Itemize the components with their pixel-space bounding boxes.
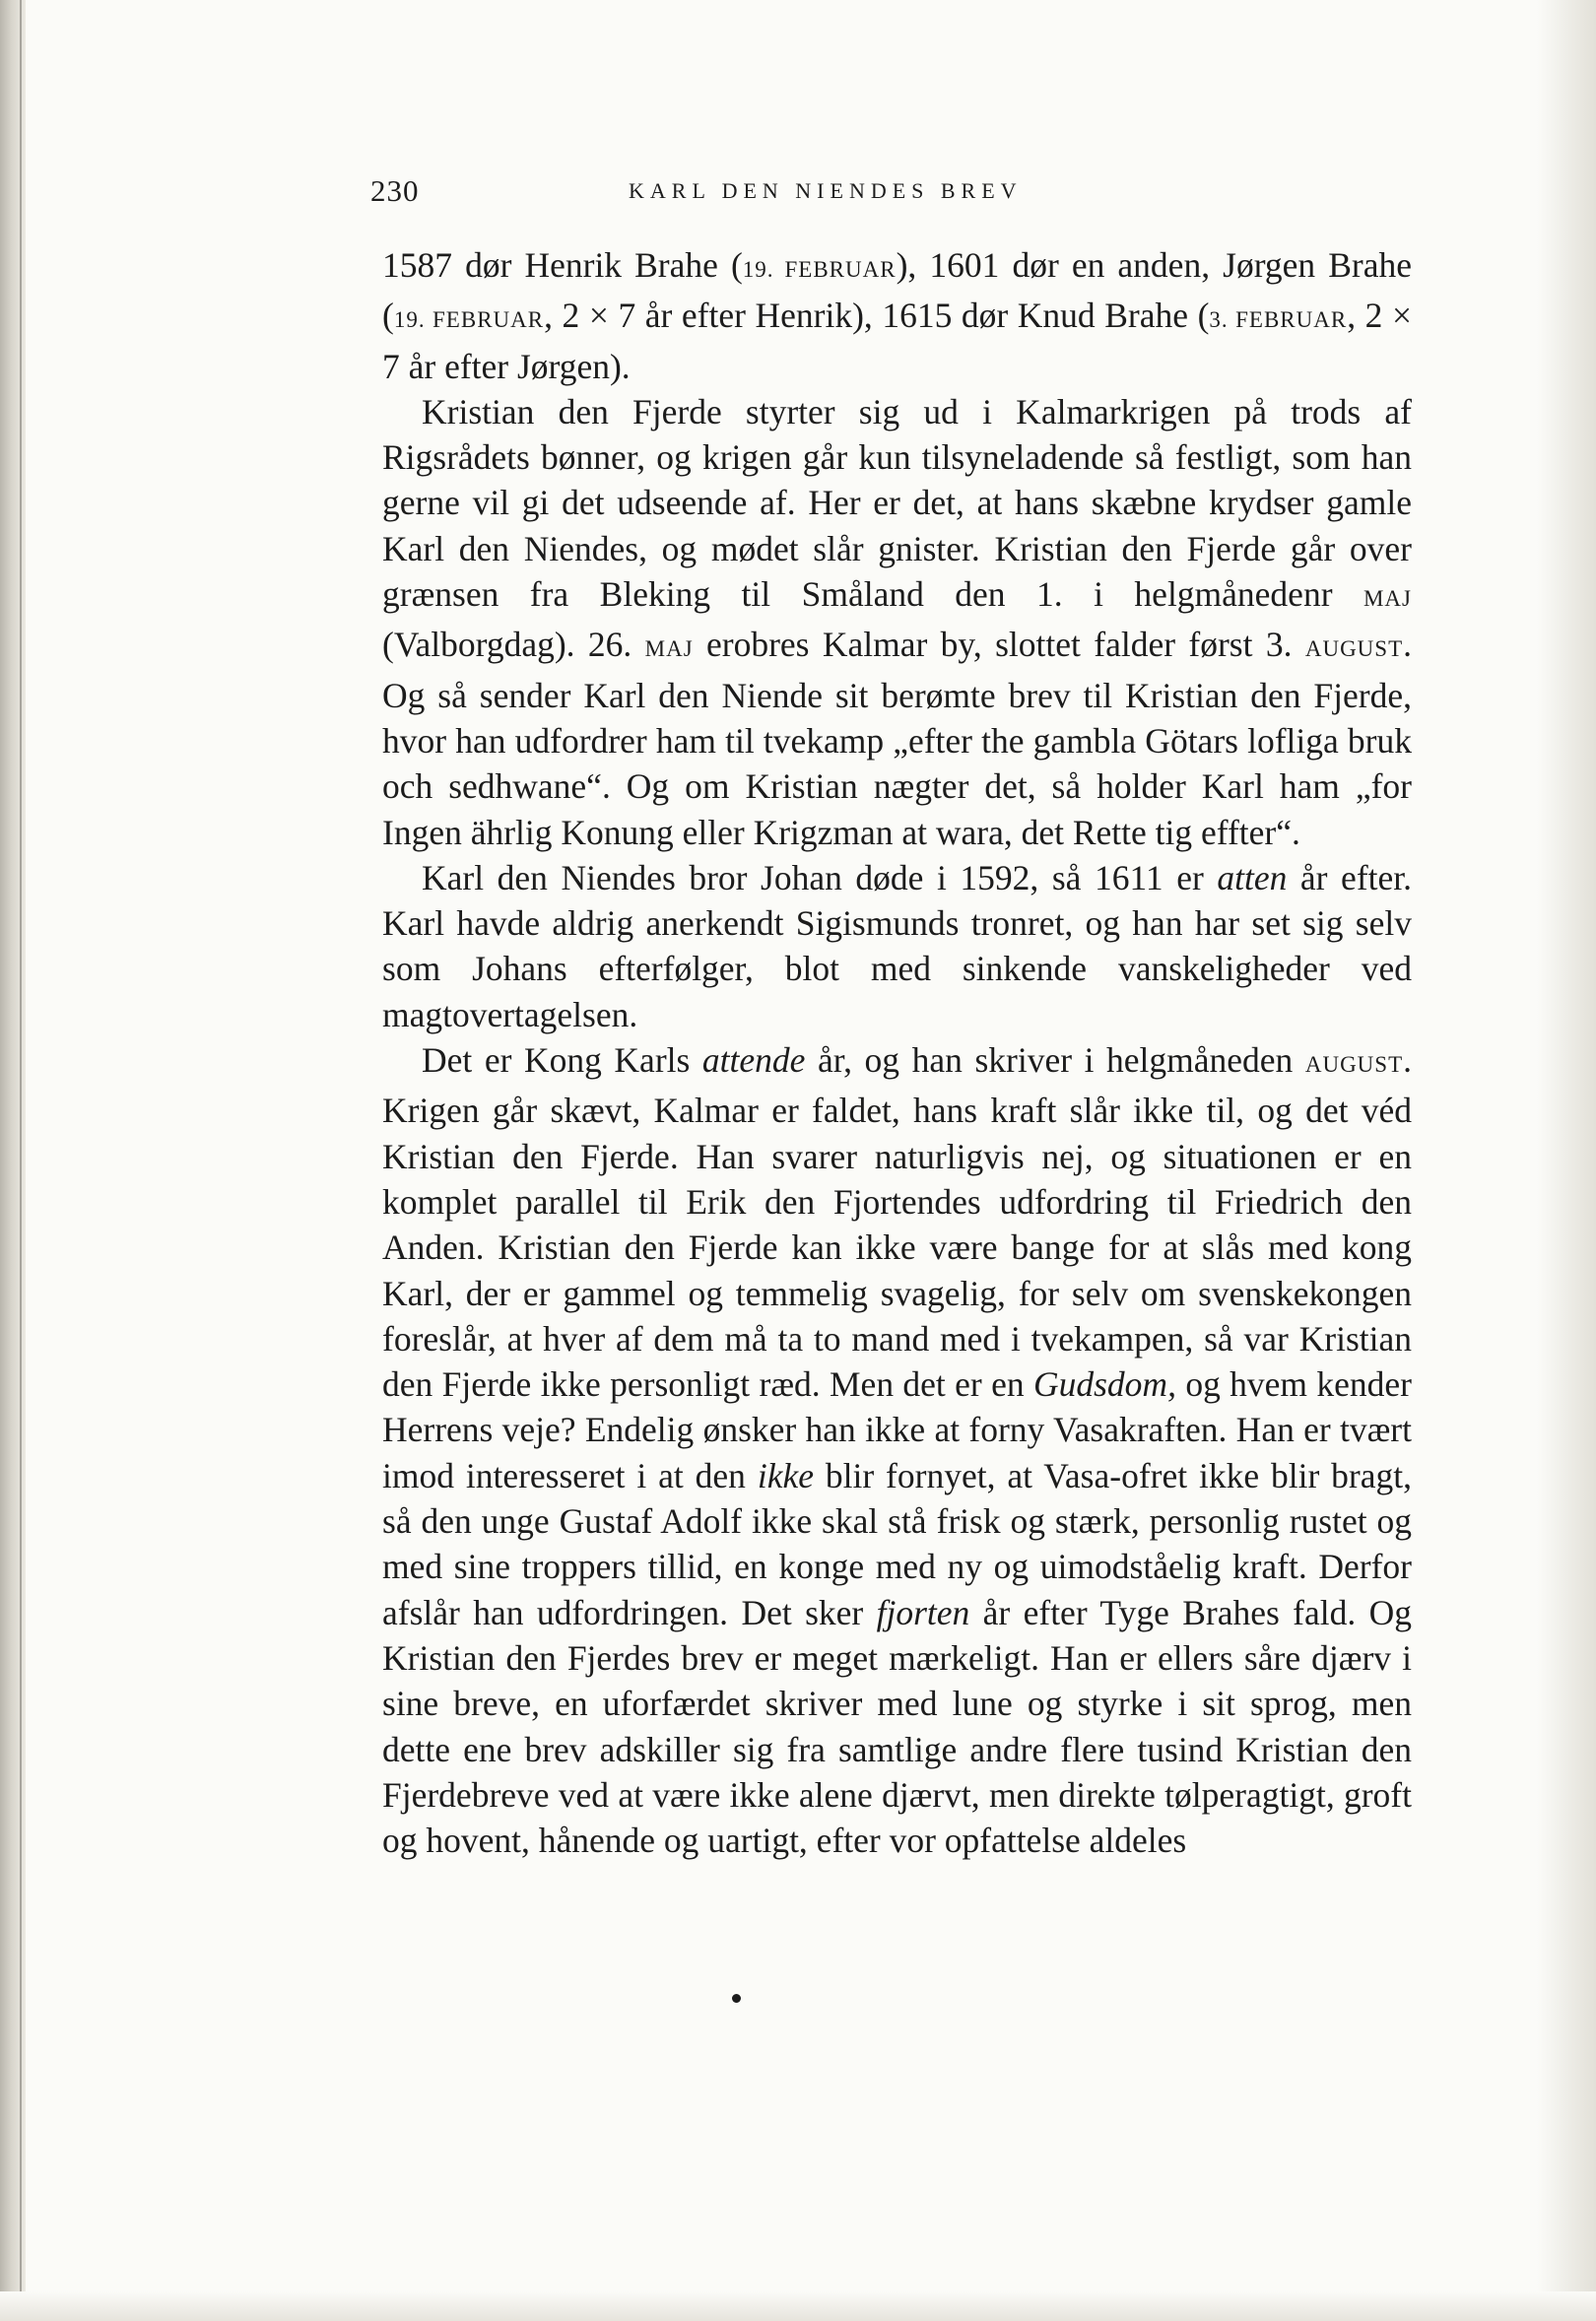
italic-text: Gudsdom, (1032, 1364, 1176, 1405)
page-header (370, 173, 1164, 213)
body-text (382, 242, 1412, 1863)
text-run: blir fornyet, at Vasa-ofret ikke blir bragt, så den unge Gustaf Adolf ikke skal stå frisk og stærk, personlig rustet og med sine troppers tillid, en konge med ny og uimodståelig kraft. Derfor afslår han udfordringen. Det sker (382, 1455, 1412, 1632)
page-edge-shadow (1537, 0, 1596, 2321)
italic-text: atten (1217, 857, 1288, 897)
small-caps-text: MAJ (1363, 586, 1412, 612)
text-run: og hvem kender Herrens veje? Endelig ønsker han ikke at forny Vasakraften. Han er tvært imod interesseret i at den (382, 1364, 1412, 1495)
italic-text: ikke (757, 1455, 814, 1495)
small-caps-text: 3. FEBRUAR (1209, 307, 1348, 333)
small-caps-text: MAJ (644, 636, 694, 662)
text-run: Kristian den Fjerde styrter sig ud i Kalmarkrigen på trods af Rigsrådets bønner, og krigen går kun tilsyneladende så festligt, som han gerne vil gi det udseende af. Her er det, at hans skæbne krydser gamle Karl den Niendes, og mødet slår gnister. Kristian den Fjerde går over grænsen fra Bleking til Småland den 1. i helgmånedenr (382, 391, 1412, 615)
text-run: ), 1601 dør en anden, Jørgen Brahe ( (382, 245, 1412, 336)
text-run: Karl den Niendes bror Johan døde i 1592, så 1611 er (422, 857, 1218, 897)
italic-text: fjorten (876, 1592, 970, 1632)
page-bottom-shadow (0, 2291, 1596, 2321)
page-mark-dot (732, 1994, 741, 2003)
paragraph-4 (382, 1037, 1412, 1863)
book-spine-shadow (0, 0, 26, 2321)
paragraph-1 (382, 242, 1412, 389)
text-run: år efter. Karl havde aldrig anerkendt Sigismunds tronret, og han har set sig selv som Johans efterfølger, blot med sinkende vanskeligheder ved magtovertagelsen. (382, 857, 1412, 1034)
text-run: år efter Tyge Brahes fald. Og Kristian den Fjerdes brev er meget mærkeligt. Han er ellers såre djærv i sine breve, en uforfærdet skriver med lune og styrke i sit sprog, men dette ene brev adskiller sig fra samtlige andre flere tusind Kristian den Fjerdebreve ved at være ikke alene djærvt, men direkte tølperagtigt, groft og hovent, hånende og uartigt, efter vor opfattelse aldeles (382, 1592, 1413, 1861)
text-run: (Valborgdag). 26. (382, 625, 645, 665)
paragraph-2 (382, 389, 1412, 855)
text-run: erobres Kalmar by, slottet falder først 3. (693, 625, 1305, 665)
small-caps-text: AUGUST (1304, 636, 1404, 662)
text-run: Det er Kong Karls (422, 1040, 702, 1081)
text-run: . Krigen går skævt, Kalmar er faldet, hans kraft slår ikke til, og det véd Kristian den Fjerde. Han svarer naturligvis nej, og situationen er en komplet parallel til Erik den Fjortendes udfordring til Friedrich den Anden. Kristian den Fjerde kan ikke være bange for at slås med kong Karl, der er gammel og temmelig svagelig, for selv om svenskekongen foreslår, at hver af dem må ta to mand med i tvekampen, så var Kristian den Fjerde ikke personligt ræd. Men det er en (382, 1040, 1412, 1405)
text-run: . Og så sender Karl den Niende sit berømte brev til Kristian den Fjerde, hvor han udfordrer ham til tvekamp „efter the gambla Götars lofliga bruk och sedhwane“. Og om Kristian nægter det, så holder Karl ham „for Ingen ährlig Konung eller Krigzman at wara, det Rette tig effter“. (382, 625, 1412, 852)
running-head: KARL DEN NIENDES BREV (629, 178, 1023, 203)
text-run: , 2 × 7 år efter Henrik), 1615 dør Knud Brahe ( (544, 296, 1210, 336)
text-run: år, og han skriver i helgmåneden (805, 1040, 1305, 1081)
book-gutter-line (20, 0, 22, 2321)
small-caps-text: 19. FEBRUAR (393, 307, 545, 333)
italic-text: attende (701, 1040, 806, 1081)
small-caps-text: 19. FEBRUAR (742, 257, 897, 282)
text-run: 1587 dør Henrik Brahe ( (382, 245, 743, 285)
paragraph-3 (382, 855, 1412, 1037)
page-number: 230 (370, 173, 420, 208)
text-run: , 2 × 7 år efter Jørgen). (382, 296, 1412, 386)
small-caps-text: AUGUST (1304, 1052, 1404, 1078)
